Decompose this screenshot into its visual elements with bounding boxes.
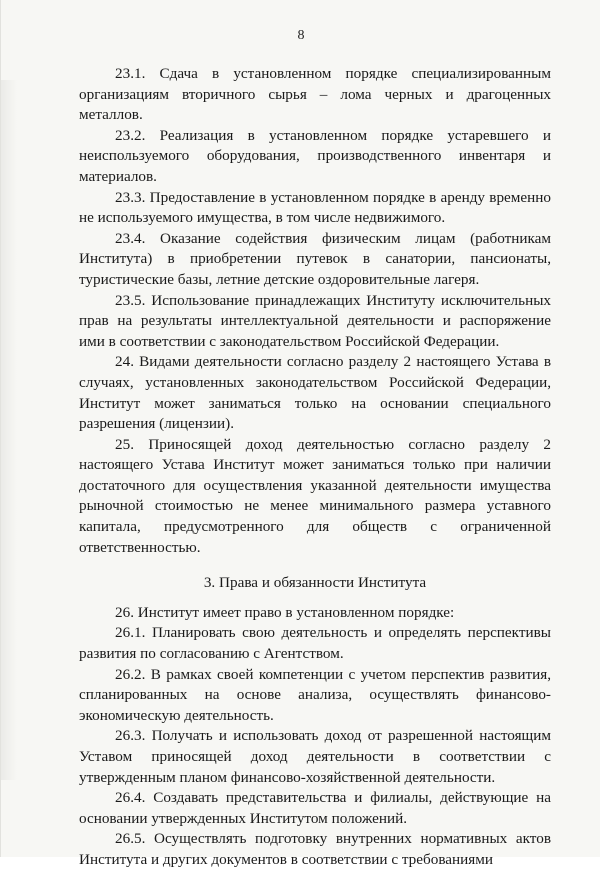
clause-26: 26. Институт имеет право в установленном порядке: [115,603,455,621]
clause-24: 24. Видами деятельности согласно разделу 2 настоящего Устава в случаях, установленных законодательством Российской Федерации, Институт может заниматься только на основании специального разрешения (лицензии). [79,353,551,433]
clause-26-4: 26.4. Создавать представительства и филиалы, действующие на основании утвержденных Институтом положений. [79,789,551,827]
document-body [79,64,551,871]
clause-26-2: 26.2. В рамках своей компетенции с учетом перспектив развития, спланированных на основе анализа, осуществлять финансово-экономическую деятельность. [79,665,551,724]
clause-25: 25. Приносящей доход деятельностью согласно разделу 2 настоящего Устава Институт может заниматься только при наличии достаточного для осуществления указанной деятельности имущества рыночной стоимостью не менее минимального размера уставного капитала, предусмотренного для обществ с ограниченной ответственностью. [79,435,551,556]
clause-26-3: 26.3. Получать и использовать доход от разрешенной настоящим Уставом приносящей доход деятельности в соответствии с утвержденным планом финансово-хозяйственной деятельности. [79,727,551,786]
clause-26-5: 26.5. Осуществлять подготовку внутренних нормативных актов Института и других документов в соответствии с требованиями [79,830,551,868]
clause-23-2: 23.2. Реализация в установленном порядке устаревшего и неиспользуемого оборудования, производственного инвентаря и материалов. [79,126,551,185]
clause-23-5: 23.5. Использование принадлежащих Институту исключительных прав на результаты интеллектуальной деятельности и распоряжение ими в соответствии с законодательством Российской Федерации. [79,291,551,350]
clause-23-3: 23.3. Предоставление в установленном порядке в аренду временно не используемого имущества, в том числе недвижимого. [79,188,551,227]
clause-23-4: 23.4. Оказание содействия физическим лицам (работникам Института) в приобретении путевок в санатории, пансионаты, туристические базы, летние детские оздоровительные лагеря. [79,229,551,288]
page-number: 8 [297,28,305,43]
clause-23-1: 23.1. Сдача в установленном порядке специализированным организациям вторичного сырья – лома черных и драгоценных металлов. [79,65,551,124]
page-edge-shadow [1,80,17,780]
section-heading: 3. Права и обязанности Института [203,574,427,592]
clause-26-1: 26.1. Планировать свою деятельность и определять перспективы развития по согласованию с Агентством. [79,624,551,663]
